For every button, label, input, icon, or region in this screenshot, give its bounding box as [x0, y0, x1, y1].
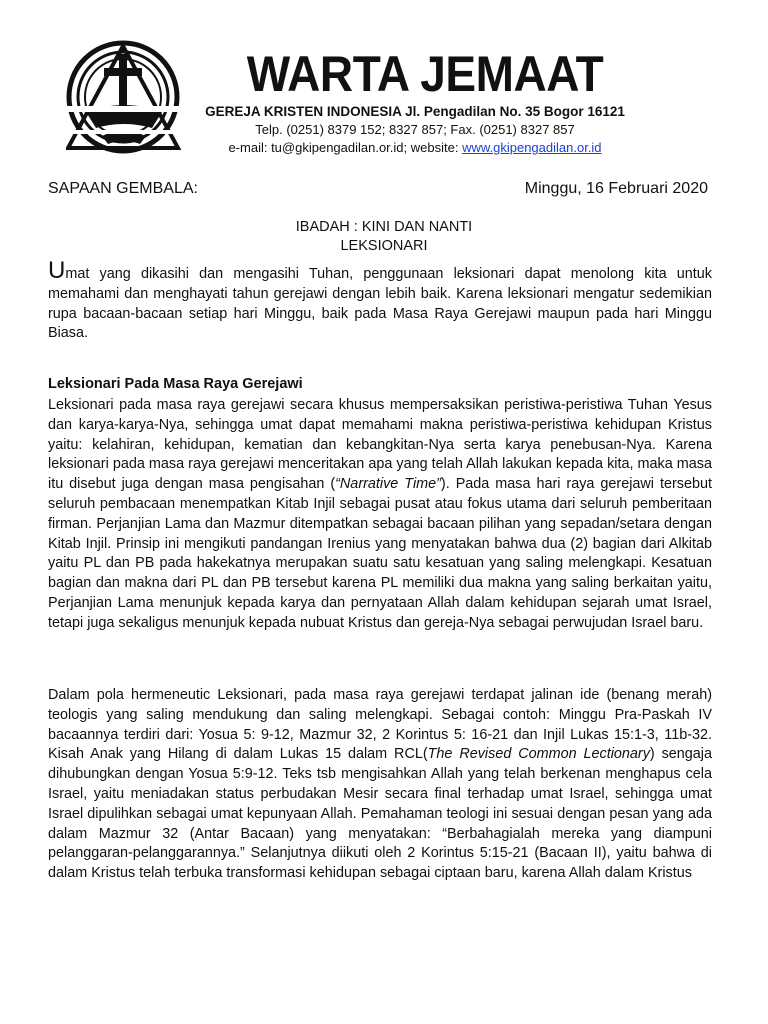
p3-text-b: ) sengaja dihubungkan dengan Yosua 5:9-12. Teks tsb mengisahkan Allah yang telah berkenan menghapus cela Israel, yaitu meniadakan status perbudakan Mesir secara final terhadap umat Israel, sehingga umat Israel dipulihkan sebagai umat kepunyaan Allah. Pemahaman teologi ini sesuai dengan pesan yang ada dalam Mazmur 32 (Antar Bacaan) yang menyatakan: “Berbahagialah mereka yang diampuni pelanggaran-pelanggarannya.” Selanjutnya diikuti oleh 2 Korintus 5:15-21 (Bacaan II), yaitu bahwa di dalam Kristus telah terbuka transformasi kehidupan sebagai ciptaan baru, karena Allah dalam Kristus — [48, 746, 712, 882]
p3-text-a: Dalam pola hermeneutic Leksionari, pada masa raya gerejawi terdapat jalinan ide (benang merah) teologis yang saling mendukung dan saling melengkapi. Sebagai contoh: Minggu Pra-Paskah IV bacaannya terdiri dari: Yosua 5: 9-12, Mazmur 32, 2 Korintus 5: 16-21 dan Injil Lukas 15:1-3, 11b-32. Kisah Anak yang Hilang di dalam Lukas 15 dalam RCL( — [48, 687, 712, 763]
article-heading — [0, 218, 768, 256]
website-link[interactable]: www.gkipengadilan.or.id — [462, 140, 602, 155]
body-paragraph-2 — [48, 686, 712, 884]
masthead — [180, 48, 650, 155]
article-subtitle: LEKSIONARI — [340, 238, 428, 254]
intro-paragraph — [48, 257, 712, 344]
date-label: Minggu, 16 Februari 2020 — [524, 180, 708, 197]
p2-text-b: ). Pada masa hari raya gerejawi tersebut seluruh pembacaan menempatkan Kitab Injil sebagai pusat atau fokus utama dari seluruh pemberitaan firman. Perjanjian Lama dan Mazmur ditempatkan sebagai bacaan pilihan yang sepadan/setara dengan Kitab Injil. Prinsip ini mengikuti pandangan Irenius yang menyatakan bahwa dua (2) bagian dari Alkitab yaitu PL dan PB pada hakekatnya merupakan suatu satu kesatuan yang saling melengkapi. Kesatuan bagian dan makna dari PL dan PB tersebut karena PL memiliki dua makna yang saling berkaitan yaitu, Perjanjian Lama menunjuk kepada karya dan pernyataan Allah dalam kehidupan sejarah umat Israel, tetapi juga sekaligus menunjuk kepada nubuat Kristus dan gereja-Nya sebagai perwujudan Israel baru. — [48, 476, 712, 631]
contact-info: Telp. (0251) 8379 152; 8327 857; Fax. (0251) 8327 857 — [255, 122, 575, 137]
body-paragraph-1 — [48, 396, 712, 634]
section-label: SAPAAN GEMBALA: — [48, 180, 198, 197]
church-address: GEREJA KRISTEN INDONESIA Jl. Pengadilan No. 35 Bogor 16121 — [205, 104, 625, 119]
church-logo-icon — [66, 40, 186, 155]
p3-italic: The Revised Common Lectionary — [427, 746, 650, 763]
p2-italic: “Narrative Time” — [335, 476, 441, 493]
drop-cap: U — [48, 257, 66, 284]
email-text: e-mail: tu@gkipengadilan.or.id; website: — [228, 140, 463, 155]
p2-text-a: Leksionari pada masa raya gerejawi secara khusus mempersaksikan peristiwa-peristiwa Tuhan Yesus dan karya-karya-Nya, sehingga umat dapat memahami makna peristiwa-peristiwa kehidupan Kristus yaitu: kelahiran, kehidupan, kematian dan kebangkitan-Nya serta karya penebusan-Nya. Karena leksionari pada masa raya gerejawi menceritakan apa yang telah Allah lakukan kepada kita, maka masa itu disebut juga dengan masa pengisahan ( — [48, 397, 712, 493]
email-website-line — [180, 140, 650, 155]
section-heading: Leksionari Pada Masa Raya Gerejawi — [48, 376, 303, 392]
article-title: IBADAH : KINI DAN NANTI — [295, 219, 473, 235]
intro-text: mat yang dikasihi dan mengasihi Tuhan, penggunaan leksionari dapat menolong kita untuk memahami dan menghayati tahun gerejawi dengan lebih baik. Karena leksionari mengatur sedemikian rupa bacaan-bacaan setiap hari Minggu, baik pada Masa Raya Gerejawi maupun pada hari Minggu Biasa. — [48, 266, 712, 342]
newsletter-title: WARTA JEMAAT — [246, 46, 604, 102]
